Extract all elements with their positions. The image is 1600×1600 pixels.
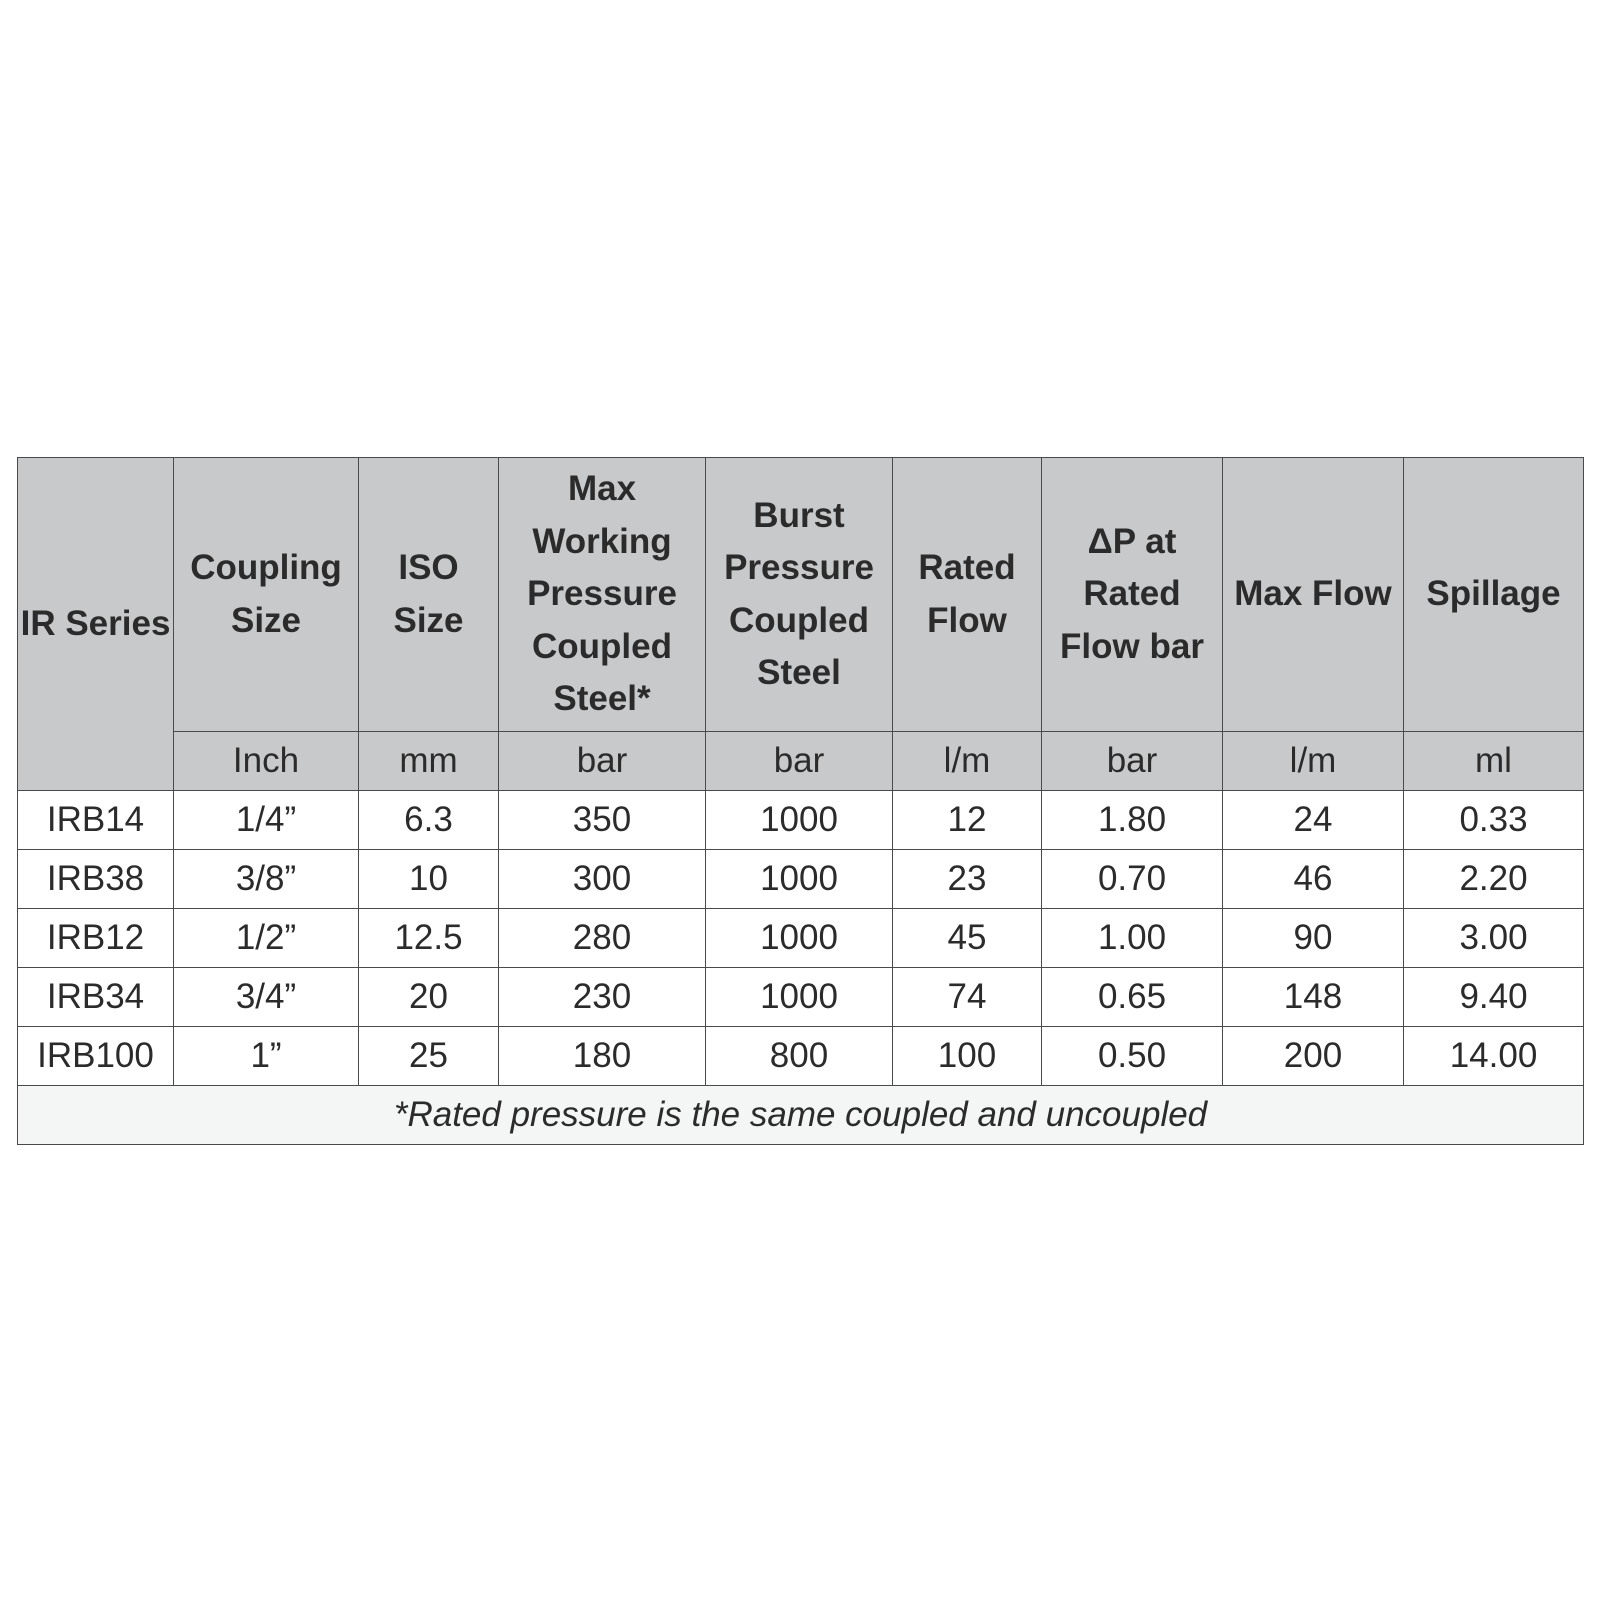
table-cell: 23 xyxy=(893,850,1042,909)
header-coupling-size xyxy=(174,458,359,732)
header-line: ISO xyxy=(398,548,459,587)
spec-table xyxy=(17,457,1584,1145)
header-line: Pressure xyxy=(527,574,677,614)
table-cell: 1.00 xyxy=(1042,909,1223,968)
table-cell: 6.3 xyxy=(359,791,499,850)
table-cell: 25 xyxy=(359,1027,499,1086)
table-cell: 180 xyxy=(499,1027,706,1086)
table-row xyxy=(18,791,1584,850)
header-line: Size xyxy=(393,600,464,640)
unit-cell: l/m xyxy=(1223,732,1404,791)
footnote-row xyxy=(18,1086,1584,1145)
table-cell: 1/4” xyxy=(174,791,359,850)
table-cell: 1000 xyxy=(706,850,893,909)
units-row xyxy=(18,732,1584,791)
table-cell: 20 xyxy=(359,968,499,1027)
unit-cell: ml xyxy=(1404,732,1584,791)
table-cell: 300 xyxy=(499,850,706,909)
unit-cell: Inch xyxy=(174,732,359,791)
table-cell: 45 xyxy=(893,909,1042,968)
header-line: Flow xyxy=(927,600,1007,640)
header-max-working-pressure xyxy=(499,458,706,732)
header-row xyxy=(18,458,1584,732)
unit-cell: bar xyxy=(499,732,706,791)
table-cell: IRB38 xyxy=(18,850,174,909)
table-row xyxy=(18,1027,1584,1086)
table-cell: 800 xyxy=(706,1027,893,1086)
unit-cell: bar xyxy=(706,732,893,791)
table-cell: 0.33 xyxy=(1404,791,1584,850)
table-cell: IRB100 xyxy=(18,1027,174,1086)
table-cell: 3/4” xyxy=(174,968,359,1027)
table-cell: 1000 xyxy=(706,791,893,850)
table-cell: IRB14 xyxy=(18,791,174,850)
table-cell: 100 xyxy=(893,1027,1042,1086)
table-cell: 1” xyxy=(174,1027,359,1086)
table-cell: 0.50 xyxy=(1042,1027,1223,1086)
header-rated-flow xyxy=(893,458,1042,732)
header-line: Max xyxy=(567,469,637,509)
header-spillage xyxy=(1404,458,1584,732)
table-cell: 9.40 xyxy=(1404,968,1584,1027)
header-burst-pressure xyxy=(706,458,893,732)
header-line: Coupled xyxy=(532,626,672,666)
header-line: Size xyxy=(230,600,302,640)
header-line: Rated xyxy=(1083,574,1181,614)
header-line: Coupling xyxy=(190,548,342,587)
table-cell: 3/8” xyxy=(174,850,359,909)
header-delta-p xyxy=(1042,458,1223,732)
table-row xyxy=(18,850,1584,909)
unit-cell: bar xyxy=(1042,732,1223,791)
header-line: ΔP at xyxy=(1087,521,1177,561)
header-line: Steel xyxy=(757,653,841,692)
table-cell: 1000 xyxy=(706,909,893,968)
table-cell: IRB12 xyxy=(18,909,174,968)
table-cell: 148 xyxy=(1223,968,1404,1027)
table-cell: 1.80 xyxy=(1042,791,1223,850)
unit-cell: mm xyxy=(359,732,499,791)
header-ir-series: IR Series xyxy=(18,458,174,791)
table-cell: 3.00 xyxy=(1404,909,1584,968)
header-max-flow xyxy=(1223,458,1404,732)
table-cell: 74 xyxy=(893,968,1042,1027)
table-cell: 1/2” xyxy=(174,909,359,968)
table-cell: 10 xyxy=(359,850,499,909)
table-cell: 2.20 xyxy=(1404,850,1584,909)
table-cell: 200 xyxy=(1223,1027,1404,1086)
table-cell: 14.00 xyxy=(1404,1027,1584,1086)
header-line: Working xyxy=(532,521,672,561)
table-cell: 12.5 xyxy=(359,909,499,968)
table-body xyxy=(18,791,1584,1086)
table-cell: 12 xyxy=(893,791,1042,850)
header-line: Spillage xyxy=(1426,574,1561,614)
unit-cell: l/m xyxy=(893,732,1042,791)
header-line: Coupled xyxy=(729,600,869,640)
table-cell: 230 xyxy=(499,968,706,1027)
table-cell: 350 xyxy=(499,791,706,850)
table-cell: 46 xyxy=(1223,850,1404,909)
table-cell: 24 xyxy=(1223,791,1404,850)
table-cell: 1000 xyxy=(706,968,893,1027)
table-cell: 0.70 xyxy=(1042,850,1223,909)
header-iso-size xyxy=(359,458,499,732)
table-cell: 0.65 xyxy=(1042,968,1223,1027)
table-cell: IRB34 xyxy=(18,968,174,1027)
header-line: Steel* xyxy=(553,679,651,719)
table-row xyxy=(18,968,1584,1027)
header-line: Max Flow xyxy=(1234,574,1392,614)
table-cell: 280 xyxy=(499,909,706,968)
header-line: Rated xyxy=(918,548,1016,587)
table-cell: 90 xyxy=(1223,909,1404,968)
footnote: *Rated pressure is the same coupled and uncoupled xyxy=(18,1086,1584,1145)
header-line: Flow bar xyxy=(1060,626,1204,666)
header-line: Burst xyxy=(753,495,845,535)
header-line: Pressure xyxy=(724,548,874,587)
table-row xyxy=(18,909,1584,968)
